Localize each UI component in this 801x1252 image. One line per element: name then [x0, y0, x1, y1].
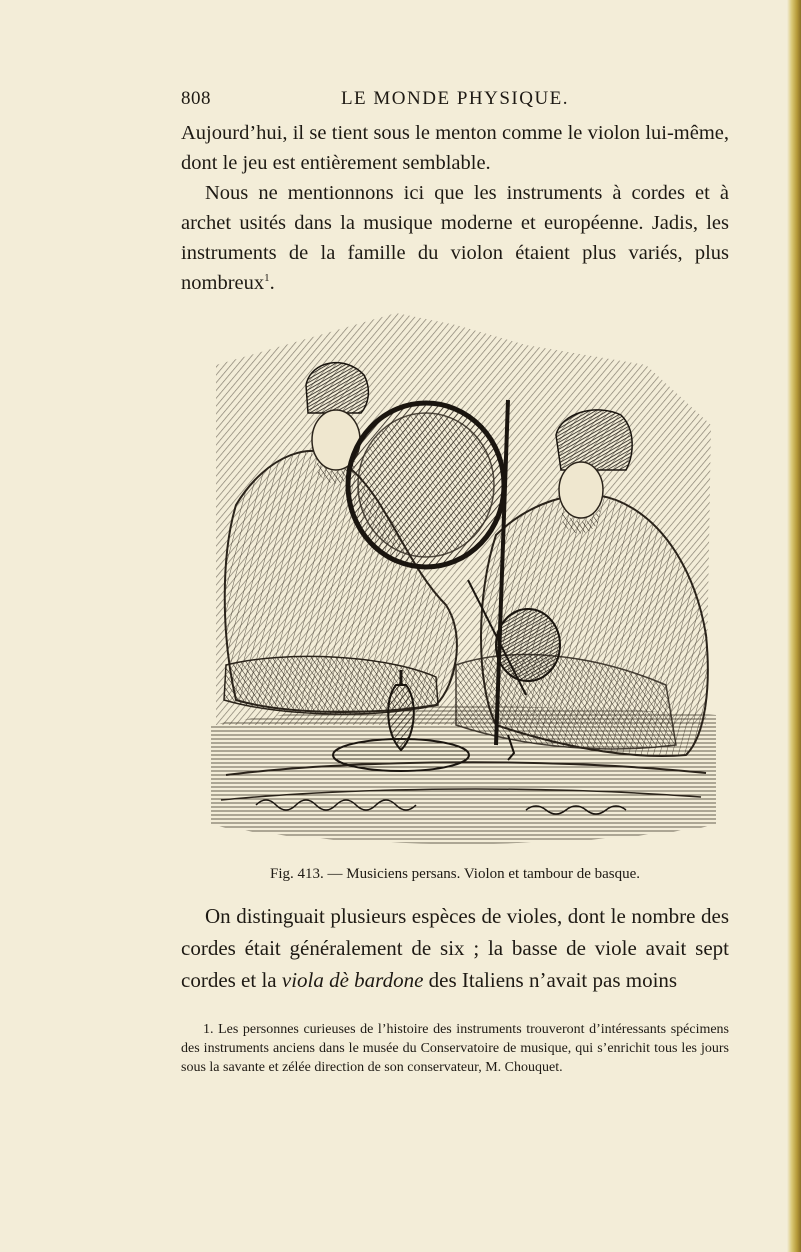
paragraph-2-end: . [269, 272, 275, 294]
paragraph-3-text-2: des Italiens n’avait pas moins [423, 968, 678, 992]
figure-caption: Fig. 413. — Musiciens persans. Violon et tambour de basque. [269, 866, 641, 882]
running-header [181, 88, 729, 114]
page-edge [787, 0, 801, 1252]
running-title: LE MONDE PHYSIQUE. [340, 88, 570, 109]
paragraph-1: Aujourd’hui, il se tient sous le menton comme le violon lui-même, dont le jeu est entièrement semblable. [181, 122, 729, 174]
engraving-illustration [196, 305, 724, 858]
footnote-marker: 1. [203, 1022, 214, 1037]
paragraph-3 [181, 900, 729, 996]
paragraph-3-italic-term: viola dè bardone [281, 968, 424, 992]
paragraph-3-text-1: On distinguait plusieurs espèces de violes, dont le nombre des cordes était généralement de six ; la basse de viole avait sept cordes et la [181, 904, 729, 992]
footnote [181, 1020, 729, 1077]
footnote-reference: 1 [264, 272, 270, 285]
paragraph-2-text: Nous ne mentionnons ici que les instruments à cordes et à archet usités dans la musique moderne et européenne. Jadis, les instruments de la famille du violon étaient plus variés, plus nombreux [181, 182, 729, 294]
paragraph-2 [181, 178, 729, 298]
page-number: 808 [181, 88, 211, 109]
footnote-text: Les personnes curieuses de l’histoire des instruments trouveront d’intéressants spécimens des instruments anciens dans le musée du Conservatoire de musique, qui s’enrichit tous les jours sous la savante et zélée direction de son conservateur, M. Chouquet. [181, 1022, 730, 1075]
